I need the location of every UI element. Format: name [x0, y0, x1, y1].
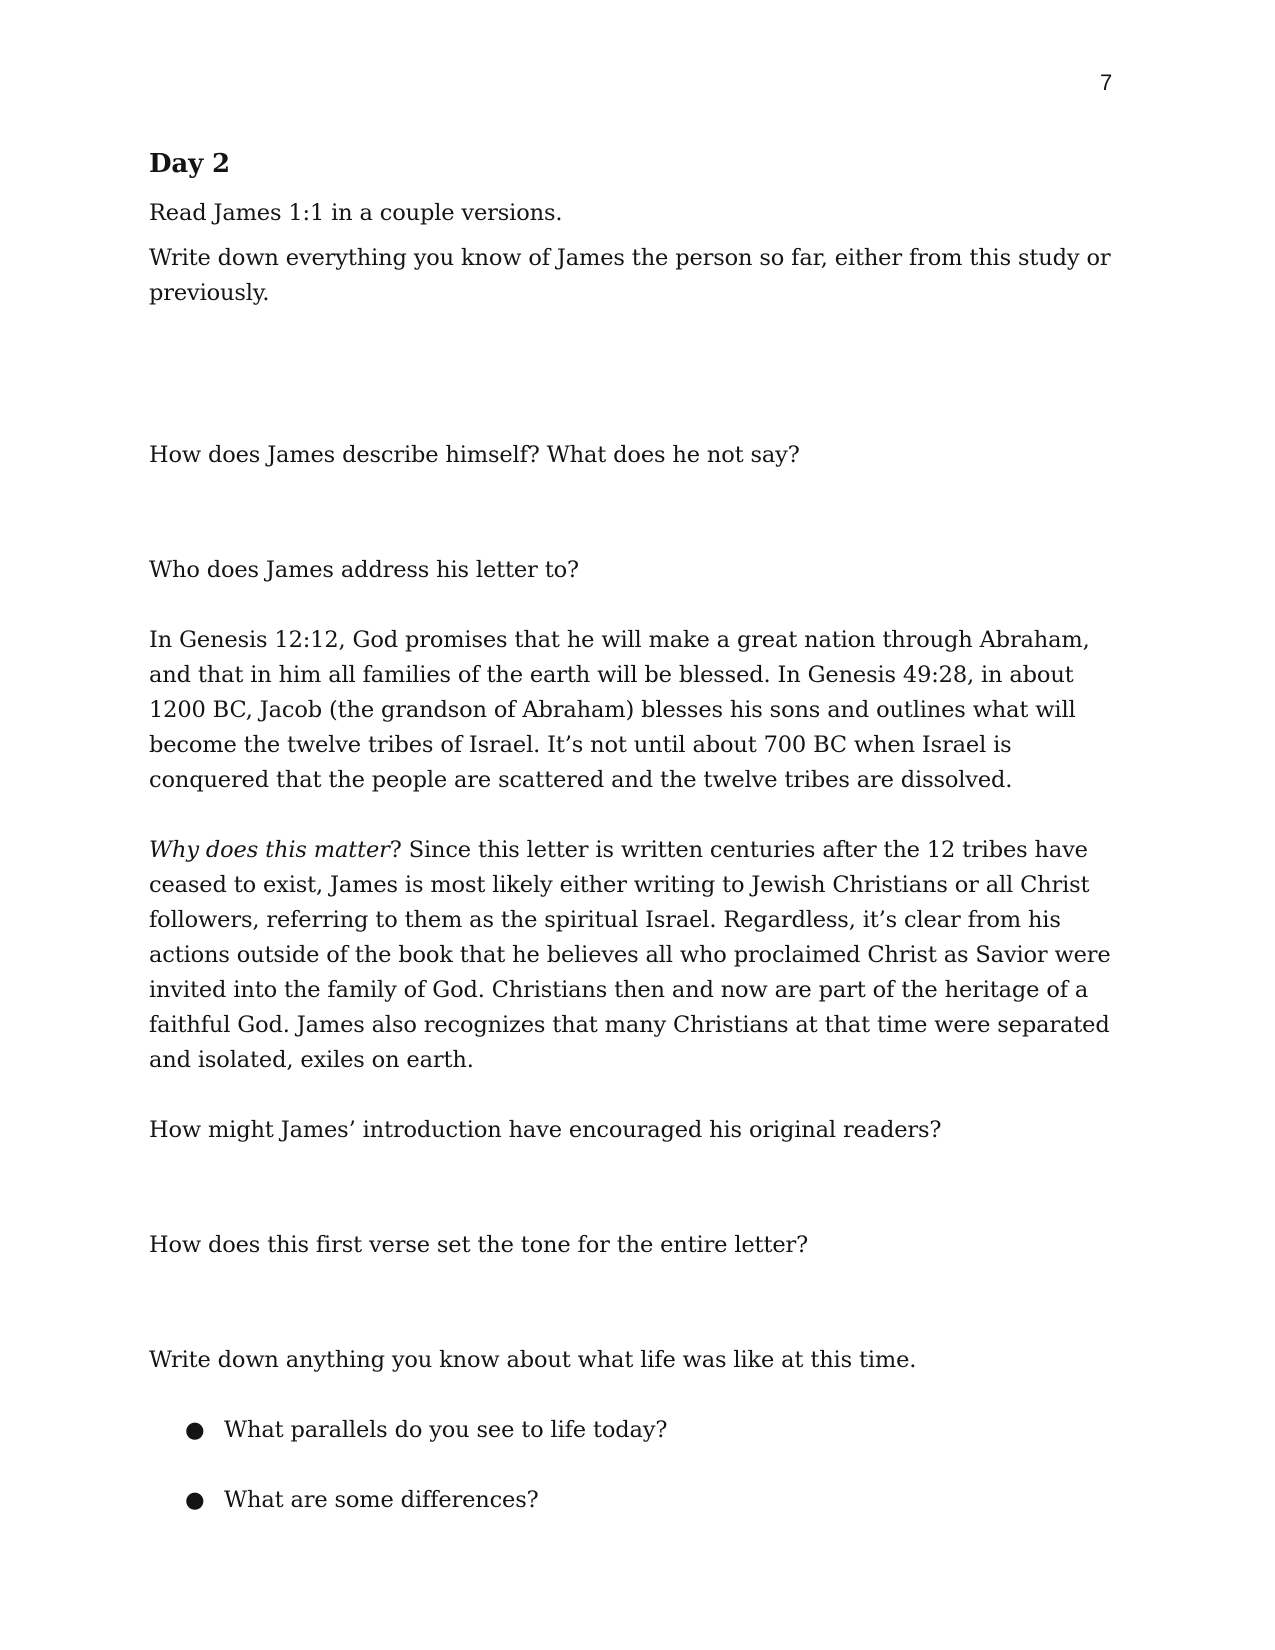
why-matters-lead: Why does this matter — [149, 837, 390, 863]
page-number: 7 — [1100, 70, 1113, 95]
prompt-life-at-time: Write down anything you know about what life was like at this time. — [149, 1347, 917, 1373]
document-body — [149, 146, 1134, 1553]
prompt-everything-known: Write down everything you know of James the person so far, either from this study or previously. — [149, 245, 1111, 306]
question-introduction-encouraged: How might James’ introduction have encouraged his original readers? — [149, 1117, 942, 1143]
list-item — [149, 1483, 1134, 1518]
bullet-list — [149, 1413, 1134, 1518]
day-heading: Day 2 — [149, 149, 230, 179]
why-matters-paragraph — [149, 833, 1134, 1078]
question-james-describe: How does James describe himself? What does he not say? — [149, 442, 800, 468]
bullet-icon: ● — [185, 1417, 205, 1443]
list-item-text: What are some differences? — [224, 1487, 539, 1513]
reading-instruction: Read James 1:1 in a couple versions. — [149, 200, 563, 226]
question-letter-address: Who does James address his letter to? — [149, 557, 579, 583]
list-item — [149, 1413, 1134, 1448]
question-first-verse-tone: How does this first verse set the tone for the entire letter? — [149, 1232, 809, 1258]
list-item-text: What parallels do you see to life today? — [224, 1417, 668, 1443]
genesis-paragraph: In Genesis 12:12, God promises that he will make a great nation through Abraham, and that in him all families of the earth will be blessed. In Genesis 49:28, in about 1200 BC, Jacob (the grandson of Abraham) blesses his sons and outlines what will become the twelve tribes of Israel. It’s not until about 700 BC when Israel is conquered that the people are scattered and the twelve tribes are dissolved. — [149, 627, 1090, 793]
why-matters-body: ? Since this letter is written centuries after the 12 tribes have ceased to exist, James is most likely either writing to Jewish Christians or all Christ followers, referring to them as the spiritual Israel. Regardless, it’s clear from his actions outside of the book that he believes all who proclaimed Christ as Savior were invited into the family of God. Christians then and now are part of the heritage of a faithful God. James also recognizes that many Christians at that time were separated and isolated, exiles on earth. — [149, 837, 1111, 1073]
bullet-icon: ● — [185, 1487, 205, 1513]
